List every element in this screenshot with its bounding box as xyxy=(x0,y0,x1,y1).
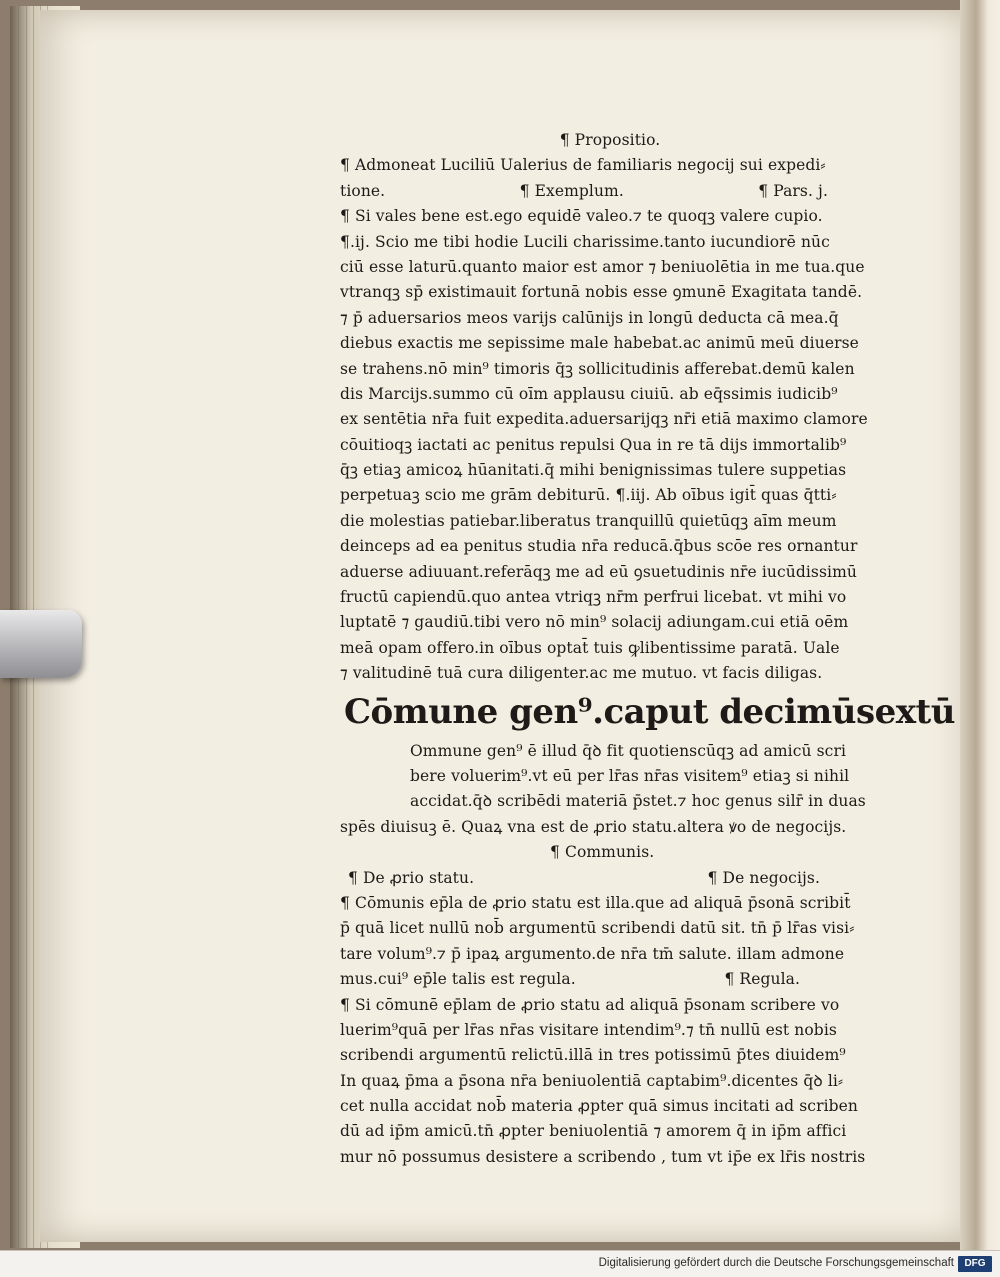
text-line: tare volum⁹.⁊ p̄ ipaꝝ argumento.de nr̄a tm̄ salute. illam admone xyxy=(340,944,845,963)
text-line: luerim⁹quā per lr̄as nr̄as visitare intendim⁹.⁊ tn̄ nullū est nobis xyxy=(340,1020,837,1039)
text-line: p̄ quā licet nullū nob̄ argumentū scribendi datū sit. tn̄ p̄ lr̄as visi⸗ xyxy=(340,919,855,938)
text-line: ciū esse laturū.quanto maior est amor ⁊ beniuolētia in me tua.que xyxy=(340,257,865,276)
page-text xyxy=(340,128,955,1170)
text-line: aduerse adiuuant.referāqꝫ me ad eū ꝯsuetudinis nr̄e iucūdissimū xyxy=(340,562,857,581)
text-line: bere voluerim⁹.vt eū per lr̄as nr̄as visitem⁹ etiaꝫ si nihil xyxy=(410,766,850,785)
text-line: cōuitioqꝫ iactati ac penitus repulsi Qua in re tā dijs immortalib⁹ xyxy=(340,435,847,454)
subheading: ¶ De ꝓrio statu. xyxy=(348,868,475,887)
text-line xyxy=(340,179,880,204)
text-line: die molestias patiebar.liberatus tranquillū quietūqꝫ aīm meum xyxy=(340,511,837,530)
text-line: accidat.q̄ꝺ scribēdi materiā p̄stet.⁊ hoc genus silr̄ in duas xyxy=(410,792,866,811)
text-line: cet nulla accidat nob̄ materia ꝓpter quā simus incitati ad scriben xyxy=(340,1097,859,1116)
text-line: ex sentētia nr̄a fuit expedita.aduersarijqꝫ nr̄i etiā maximo clamore xyxy=(340,410,868,429)
dfg-logo-icon: DFG xyxy=(958,1256,992,1272)
page-clamp xyxy=(0,610,82,678)
text-line: In quaꝝ p̄ma a p̄sona nr̄a beniuolentiā captabim⁹.dicentes q̄ꝺ li⸗ xyxy=(340,1071,844,1090)
chapter-heading: Cōmune gen⁹.caput decimūsextū xyxy=(344,691,955,732)
text-line: ¶ Admoneat Luciliū Ualerius de familiaris negocij sui expedi⸗ xyxy=(340,156,826,175)
text-line: dū ad ip̄m amicū.tn̄ ꝓpter beniuolentiā ⁊ amorem q̄ in ip̄m affici xyxy=(340,1122,847,1141)
text-line xyxy=(340,967,880,992)
subheading: ¶ Communis. xyxy=(550,843,655,862)
subheading: ¶ Regula. xyxy=(724,970,800,989)
text-line: ¶ Si vales bene est.ego equidē valeo.⁊ te quoqꝫ valere cupio. xyxy=(340,207,823,226)
text-line: ⁊ p̄ aduersarios meos varijs calūnijs in longū deducta cā mea.q̄ xyxy=(340,308,839,327)
text-segment: ¶ Exemplum. xyxy=(519,181,624,200)
text-line: mur nō possumus desistere a scribendo , tum vt ip̄e ex lr̄is nostris xyxy=(340,1147,866,1166)
text-line: se trahens.nō min⁹ timoris q̄ꝫ sollicitudinis afferebat.demū kalen xyxy=(340,359,855,378)
text-line: ¶.ij. Scio me tibi hodie Lucili charissime.tanto iucundiorē nūc xyxy=(340,232,830,251)
text-line: ⁊ valitudinē tuā cura diligenter.ac me mutuo. vt facis diligas. xyxy=(340,664,823,683)
text-line: meā opam offero.in oībus optat̄ tuis ꝙlibentissime paratā. Uale xyxy=(340,638,840,657)
text-line: scribendi argumentū relictū.illā in tres potissimū p̄tes diuidem⁹ xyxy=(340,1046,846,1065)
text-line: ¶ Propositio. xyxy=(559,131,661,149)
subheading: ¶ De negocijs. xyxy=(707,868,820,887)
text-line: dis Marcijs.summo cū oīm applausu ciuiū. ab eq̄ssimis iudicib⁹ xyxy=(340,384,838,403)
text-line: Ommune gen⁹ ē illud q̄ꝺ fit quotienscūqꝫ ad amicū scri xyxy=(410,741,847,760)
text-line: q̄ꝫ etiaꝫ amicoꝝ hūanitati.q̄ mihi benignissimas tulere suppetias xyxy=(340,461,847,480)
text-line: ¶ Si cōmunē ep̄lam de ꝓrio statu ad aliquā p̄sonam scribere vo xyxy=(340,995,840,1014)
text-line: ¶ Cōmunis ep̄la de ꝓrio statu est illa.que ad aliquā p̄sonā scribit̄ xyxy=(340,893,851,912)
text-line: deinceps ad ea penitus studia nr̄a reducā.q̄bus scōe res ornantur xyxy=(340,537,858,556)
text-line: vtranqꝫ sp̄ existimauit fortunā nobis esse ꝯmunē Exagitata tandē. xyxy=(340,283,863,302)
text-segment: tione. xyxy=(340,181,386,200)
text-line: fructū capiendū.quo antea vtriqꝫ nr̄m perfrui licebat. vt mihi vo xyxy=(340,588,847,607)
text-segment: ¶ Pars. j. xyxy=(758,181,828,200)
text-line: spēs diuisuꝫ ē. Quaꝝ vna est de ꝓrio statu.altera ꝟo de negocijs. xyxy=(340,817,847,836)
text-line xyxy=(340,866,880,891)
text-segment: mus.cui⁹ ep̄le talis est regula. xyxy=(340,970,576,989)
text-line: luptatē ⁊ gaudiū.tibi vero nō min⁹ solacij adiungam.cui etiā oēm xyxy=(340,613,849,632)
funding-credit: Digitalisierung gefördert durch die Deutsche Forschungsgemeinschaft xyxy=(598,1257,954,1269)
facing-page-edge xyxy=(960,0,1000,1250)
footer-bar xyxy=(0,1250,1000,1277)
text-line: perpetuaꝫ scio me grām debiturū. ¶.iij. Ab oībus igit̄ quas q̄tti⸗ xyxy=(340,486,837,505)
text-line: diebus exactis me sepissime male habebat.ac animū meū diuerse xyxy=(340,334,859,353)
